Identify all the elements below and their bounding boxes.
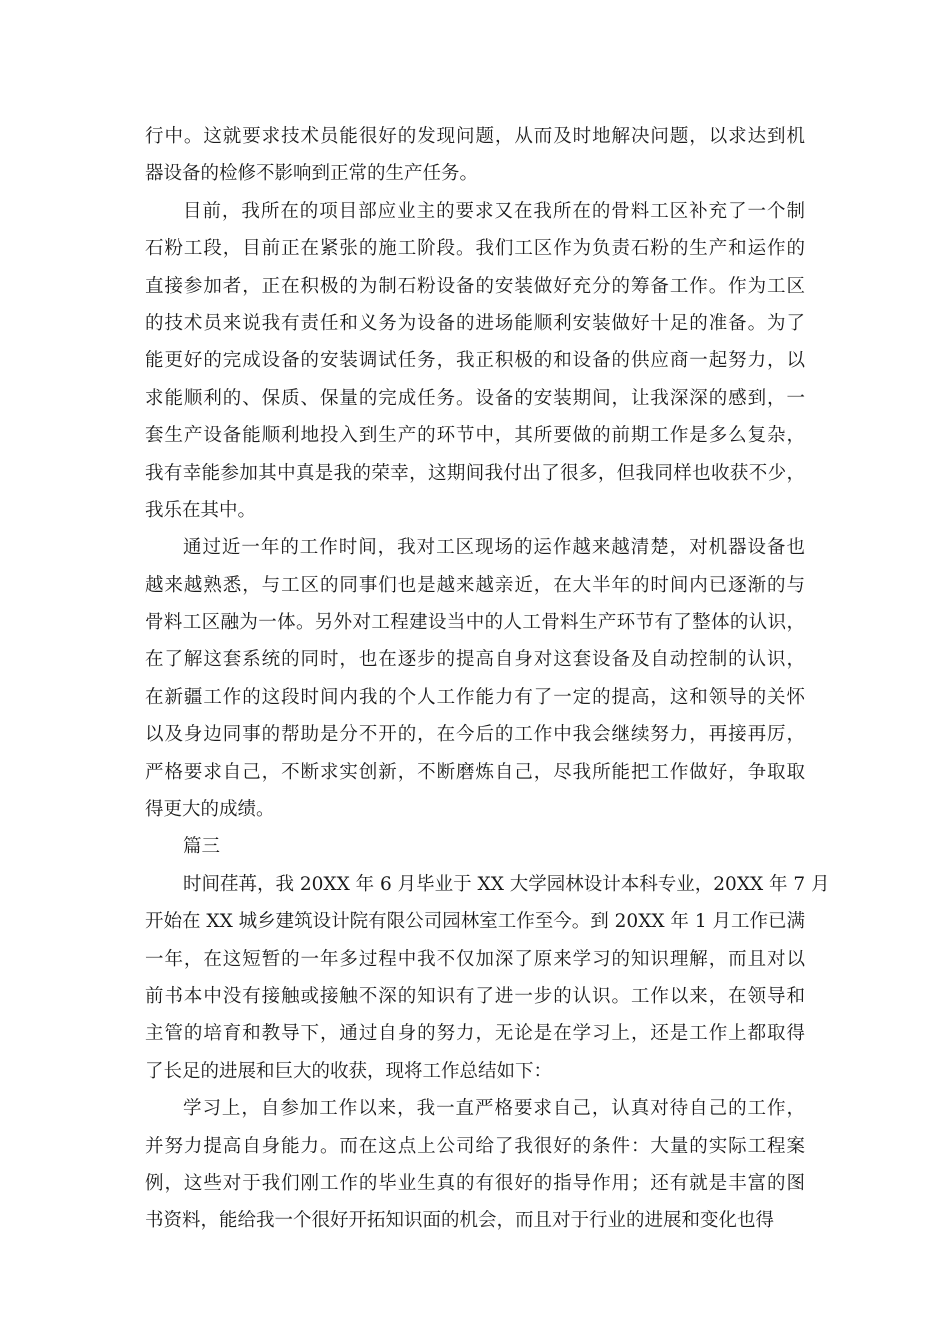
text-line: 我有幸能参加其中真是我的荣幸，这期间我付出了很多，但我同样也收获不少， — [145, 462, 805, 484]
text-line: 行中。这就要求技术员能很好的发现问题，从而及时地解决问题，以求达到机 — [145, 126, 805, 147]
text-line: 直接参加者，正在积极的为制石粉设备的安装做好充分的筹备工作。作为工区 — [145, 275, 805, 297]
paragraph — [145, 866, 830, 1090]
text-line: 在新疆工作的这段时间内我的个人工作能力有了一定的提高，这和领导的关怀 — [145, 686, 805, 708]
text-line: 前书本中没有接触或接触不深的知识有了进一步的认识。工作以来，在领导和 — [145, 985, 805, 1007]
text-line: 书资料，能给我一个很好开拓知识面的机会，而且对于行业的进展和变化也得 — [145, 1210, 775, 1232]
text-line: 越来越熟悉，与工区的同事们也是越来越亲近，在大半年的时间内已逐渐的与 — [145, 574, 805, 596]
document-body — [145, 118, 830, 1240]
paragraph — [145, 1090, 805, 1240]
text-line: 例，这些对于我们刚工作的毕业生真的有很好的指导作用；还有就是丰富的图 — [145, 1172, 805, 1194]
text-line: 篇三 — [183, 836, 221, 858]
text-line: 一年，在这短暂的一年多过程中我不仅加深了原来学习的知识理解，而且对以 — [145, 948, 805, 970]
text-line: 学习上，自参加工作以来，我一直严格要求自己，认真对待自己的工作， — [183, 1098, 805, 1120]
text-line: 严格要求自己，不断求实创新，不断磨炼自己，尽我所能把工作做好，争取取 — [145, 761, 805, 783]
text-line: 时间荏苒，我 20XX 年 6 月毕业于 XX 大学园林设计本科专业，20XX 年 7 月 — [183, 873, 830, 895]
text-line: 骨料工区融为一体。另外对工程建设当中的人工骨料生产环节有了整体的认识， — [145, 612, 805, 634]
paragraph — [145, 193, 805, 530]
text-line: 通过近一年的工作时间，我对工区现场的运作越来越清楚，对机器设备也 — [183, 537, 805, 559]
text-line: 套生产设备能顺利地投入到生产的环节中，其所要做的前期工作是多么复杂， — [145, 425, 805, 447]
paragraph — [145, 529, 805, 828]
text-line: 了长足的进展和巨大的收获，现将工作总结如下： — [145, 1060, 553, 1082]
text-line: 在了解这套系统的同时，也在逐步的提高自身对这套设备及自动控制的认识， — [145, 649, 805, 671]
text-line: 石粉工段，目前正在紧张的施工阶段。我们工区作为负责石粉的生产和运作的 — [145, 238, 805, 260]
text-line: 能更好的完成设备的安装调试任务，我正积极的和设备的供应商一起努力，以 — [145, 350, 805, 372]
text-line: 我乐在其中。 — [145, 499, 257, 521]
section-heading — [145, 828, 805, 865]
paragraph — [145, 118, 805, 193]
text-line: 得更大的成绩。 — [145, 799, 275, 821]
text-line: 以及身边同事的帮助是分不开的，在今后的工作中我会继续努力，再接再厉， — [145, 724, 805, 746]
text-line: 并努力提高自身能力。而在这点上公司给了我很好的条件：大量的实际工程案 — [145, 1135, 805, 1157]
text-line: 主管的培育和教导下，通过自身的努力，无论是在学习上，还是工作上都取得 — [145, 1023, 805, 1045]
text-line: 求能顺利的、保质、保量的完成任务。设备的安装期间，让我深深的感到，一 — [145, 387, 805, 409]
text-line: 器设备的检修不影响到正常的生产任务。 — [145, 163, 479, 185]
text-line: 目前，我所在的项目部应业主的要求又在我所在的骨料工区补充了一个制 — [183, 200, 805, 222]
text-line: 的技术员来说我有责任和义务为设备的进场能顺利安装做好十足的准备。为了 — [145, 312, 805, 334]
text-line: 开始在 XX 城乡建筑设计院有限公司园林室工作至今。到 20XX 年 1 月工作已满 — [145, 911, 805, 933]
